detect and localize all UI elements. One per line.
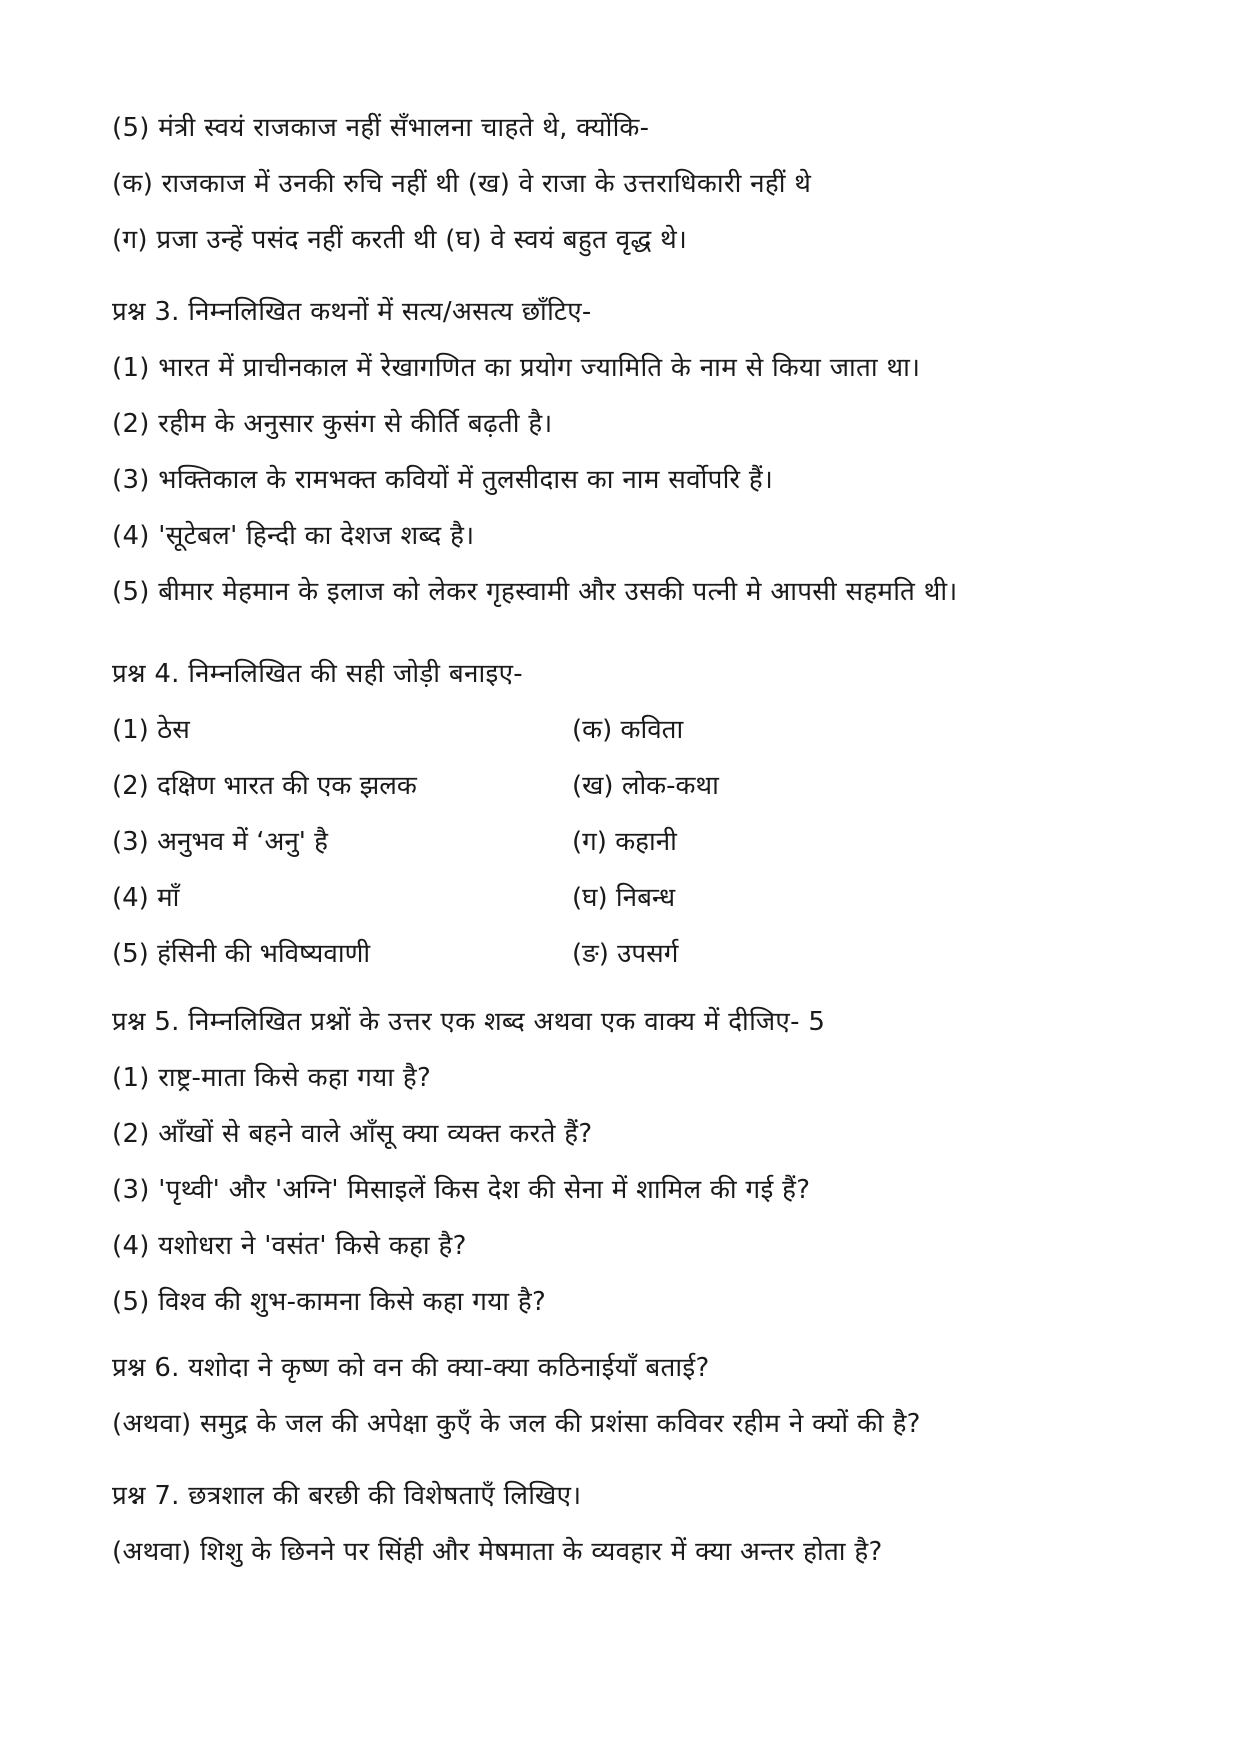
- q4-pair-4-right: (घ) निबन्ध: [572, 883, 676, 913]
- q4-pair-3-right: (ग) कहानी: [572, 827, 677, 857]
- q4-title: प्रश्न 4. निम्नलिखित की सही जोड़ी बनाइए-: [112, 659, 523, 689]
- q4-pair-2: [112, 768, 1112, 804]
- q4-pair-4: [112, 880, 1112, 916]
- q4-pair-1-left: (1) ठेस: [112, 715, 190, 745]
- q2-option-5-question: (5) मंत्री स्वयं राजकाज नहीं सँभालना चाहते थे, क्योंकि-: [112, 113, 650, 143]
- q3-item-4: (4) 'सूटेबल' हिन्दी का देशज शब्द है।: [112, 521, 475, 551]
- q5-title: प्रश्न 5. निम्नलिखित प्रश्नों के उत्तर एक शब्द अथवा एक वाक्य में दीजिए- 5: [112, 1007, 826, 1037]
- q3-item-3: (3) भक्तिकाल के रामभक्त कवियों में तुलसीदास का नाम सर्वोपरि हैं।: [112, 465, 774, 495]
- q7-title: प्रश्न 7. छत्रशाल की बरछी की विशेषताएँ लिखिए।: [112, 1481, 582, 1511]
- q4-pair-5: [112, 936, 1112, 972]
- q2-option-5-choices-a-b: (क) राजकाज में उनकी रुचि नहीं थी (ख) वे राजा के उत्तराधिकारी नहीं थे: [112, 169, 812, 199]
- q5-item-5: (5) विश्व की शुभ-कामना किसे कहा गया है?: [112, 1287, 547, 1317]
- q3-item-5: (5) बीमार मेहमान के इलाज को लेकर गृहस्वामी और उसकी पत्नी मे आपसी सहमति थी।: [112, 577, 958, 607]
- q5-item-2: (2) आँखों से बहने वाले आँसू क्या व्यक्त करते हैं?: [112, 1119, 593, 1149]
- q4-pair-5-left: (5) हंसिनी की भविष्यवाणी: [112, 939, 371, 969]
- q7-alternate: (अथवा) शिशु के छिनने पर सिंही और मेषमाता के व्यवहार में क्या अन्तर होता है?: [112, 1537, 883, 1567]
- q3-title: प्रश्न 3. निम्नलिखित कथनों में सत्य/असत्य छाँटिए-: [112, 297, 592, 327]
- q4-pair-3: [112, 824, 1112, 860]
- q5-item-4: (4) यशोधरा ने 'वसंत' किसे कहा है?: [112, 1231, 467, 1261]
- q5-item-1: (1) राष्ट्र-माता किसे कहा गया है?: [112, 1063, 432, 1093]
- q5-item-3: (3) 'पृथ्वी' और 'अग्नि' मिसाइलें किस देश की सेना में शामिल की गई हैं?: [112, 1175, 811, 1205]
- q3-item-1: (1) भारत में प्राचीनकाल में रेखागणित का प्रयोग ज्यामिति के नाम से किया जाता था।: [112, 353, 921, 383]
- q4-pair-5-right: (ङ) उपसर्ग: [572, 939, 679, 969]
- q4-pair-4-left: (4) माँ: [112, 883, 180, 913]
- q6-title: प्रश्न 6. यशोदा ने कृष्ण को वन की क्या-क्या कठिनाईयाँ बताई?: [112, 1353, 710, 1383]
- q4-pair-3-left: (3) अनुभव में ‘अनु' है: [112, 827, 328, 857]
- q3-item-2: (2) रहीम के अनुसार कुसंग से कीर्ति बढ़ती है।: [112, 409, 553, 439]
- q6-alternate: (अथवा) समुद्र के जल की अपेक्षा कुएँ के जल की प्रशंसा कविवर रहीम ने क्यों की है?: [112, 1409, 921, 1439]
- q4-pair-1-right: (क) कविता: [572, 715, 684, 745]
- q4-pair-2-left: (2) दक्षिण भारत की एक झलक: [112, 771, 417, 801]
- q2-option-5-choices-c-d: (ग) प्रजा उन्हें पसंद नहीं करती थी (घ) वे स्वयं बहुत वृद्ध थे।: [112, 225, 688, 255]
- q4-pair-2-right: (ख) लोक-कथा: [572, 771, 719, 801]
- q4-pair-1: [112, 712, 1112, 748]
